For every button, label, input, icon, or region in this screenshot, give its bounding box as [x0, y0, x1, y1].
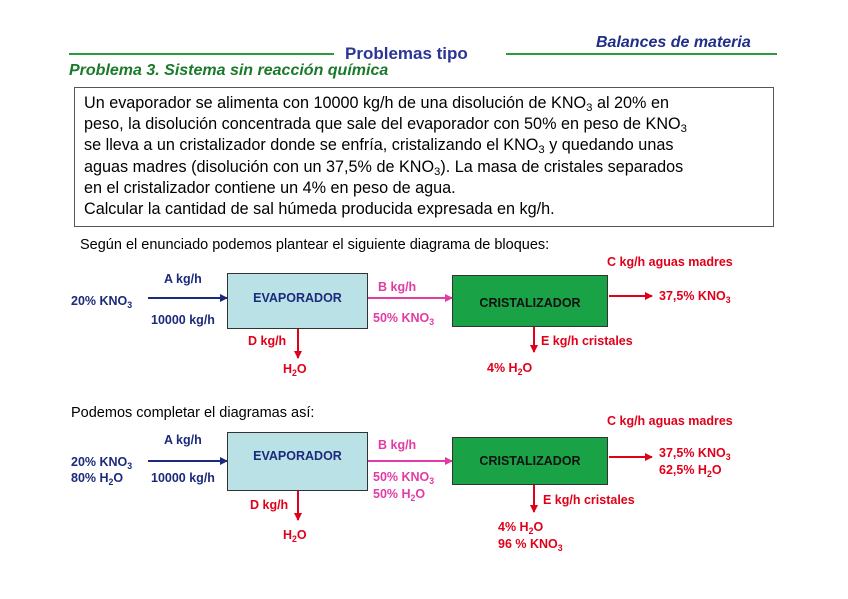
page-title: Problemas tipo	[345, 44, 468, 63]
b-composition-2a: 50% $KNO_3$	[373, 470, 435, 486]
b-composition-2b: 50% $H_2O$	[373, 487, 426, 503]
feed-rate-2: 10000 kg/h	[151, 471, 215, 485]
statement-line-4: aguas madres (disolución con un 37,5% de $KNO_3$). La masa de cristales separados	[84, 157, 684, 178]
crystallizer-box-2: CRISTALIZADOR	[452, 437, 608, 485]
e-composition-1: 4% $H_2O$	[487, 361, 533, 377]
e-composition-2a: 4% $H_2O$	[498, 520, 544, 536]
evaporator-box-2: EVAPORADOR	[227, 432, 368, 491]
c-composition-2b: 62,5% $H_2O$	[659, 463, 722, 479]
statement-line-6: Calcular la cantidad de sal húmeda producida expresada en kg/h.	[84, 200, 555, 219]
e-label-1: E kg/h cristales	[541, 334, 633, 348]
e-composition-2b: 96 % $KNO_3$	[498, 537, 563, 553]
statement-line-2: peso, la disolución concentrada que sale del evaporador con 50% en peso de $KNO_3$	[84, 115, 687, 136]
feed-composition-2b: 80% $H_2O$	[71, 471, 124, 487]
d-label-1: D kg/h	[248, 334, 287, 348]
statement-line-5: en el cristalizador contiene un 4% en peso de agua.	[84, 178, 456, 197]
water-label-1: $H_2O$	[283, 362, 307, 378]
section-title: Balances de materia	[596, 34, 751, 51]
water-label-2: $H_2O$	[283, 528, 307, 544]
b-label-1: B kg/h	[378, 280, 417, 294]
diagram1-intro: Según el enunciado podemos plantear el siguiente diagrama de bloques:	[80, 237, 550, 253]
b-composition-1: 50% $KNO_3$	[373, 311, 435, 327]
evaporator-box-1: EVAPORADOR	[227, 273, 368, 329]
statement-line-1: Un evaporador se alimenta con 10000 kg/h de una disolución de $KNO_3$ al 20% en	[84, 94, 669, 114]
feed-label-1: A kg/h	[164, 272, 202, 286]
problem-title: Problema 3. Sistema sin reacción química	[69, 62, 389, 79]
diagram2-intro: Podemos completar el diagramas así:	[71, 405, 315, 421]
b-label-2: B kg/h	[378, 438, 417, 452]
c-label-1: C kg/h aguas madres	[607, 255, 733, 269]
feed-composition-2a: 20% $KNO_3$	[71, 455, 133, 471]
feed-composition-1: 20% $KNO_3$	[71, 294, 133, 310]
feed-label-2: A kg/h	[164, 433, 202, 447]
feed-rate-1: 10000 kg/h	[151, 313, 215, 327]
e-label-2: E kg/h cristales	[543, 493, 635, 507]
crystallizer-box-1: CRISTALIZADOR	[452, 275, 608, 327]
c-composition-2a: 37,5% $KNO_3$	[659, 446, 731, 462]
c-label-2: C kg/h aguas madres	[607, 414, 733, 428]
d-label-2: D kg/h	[250, 498, 289, 512]
statement-line-3: se lleva a un cristalizador donde se enfría, cristalizando el $KNO_3$ y quedando unas	[84, 136, 674, 157]
c-composition-1: 37,5% $KNO_3$	[659, 289, 731, 305]
